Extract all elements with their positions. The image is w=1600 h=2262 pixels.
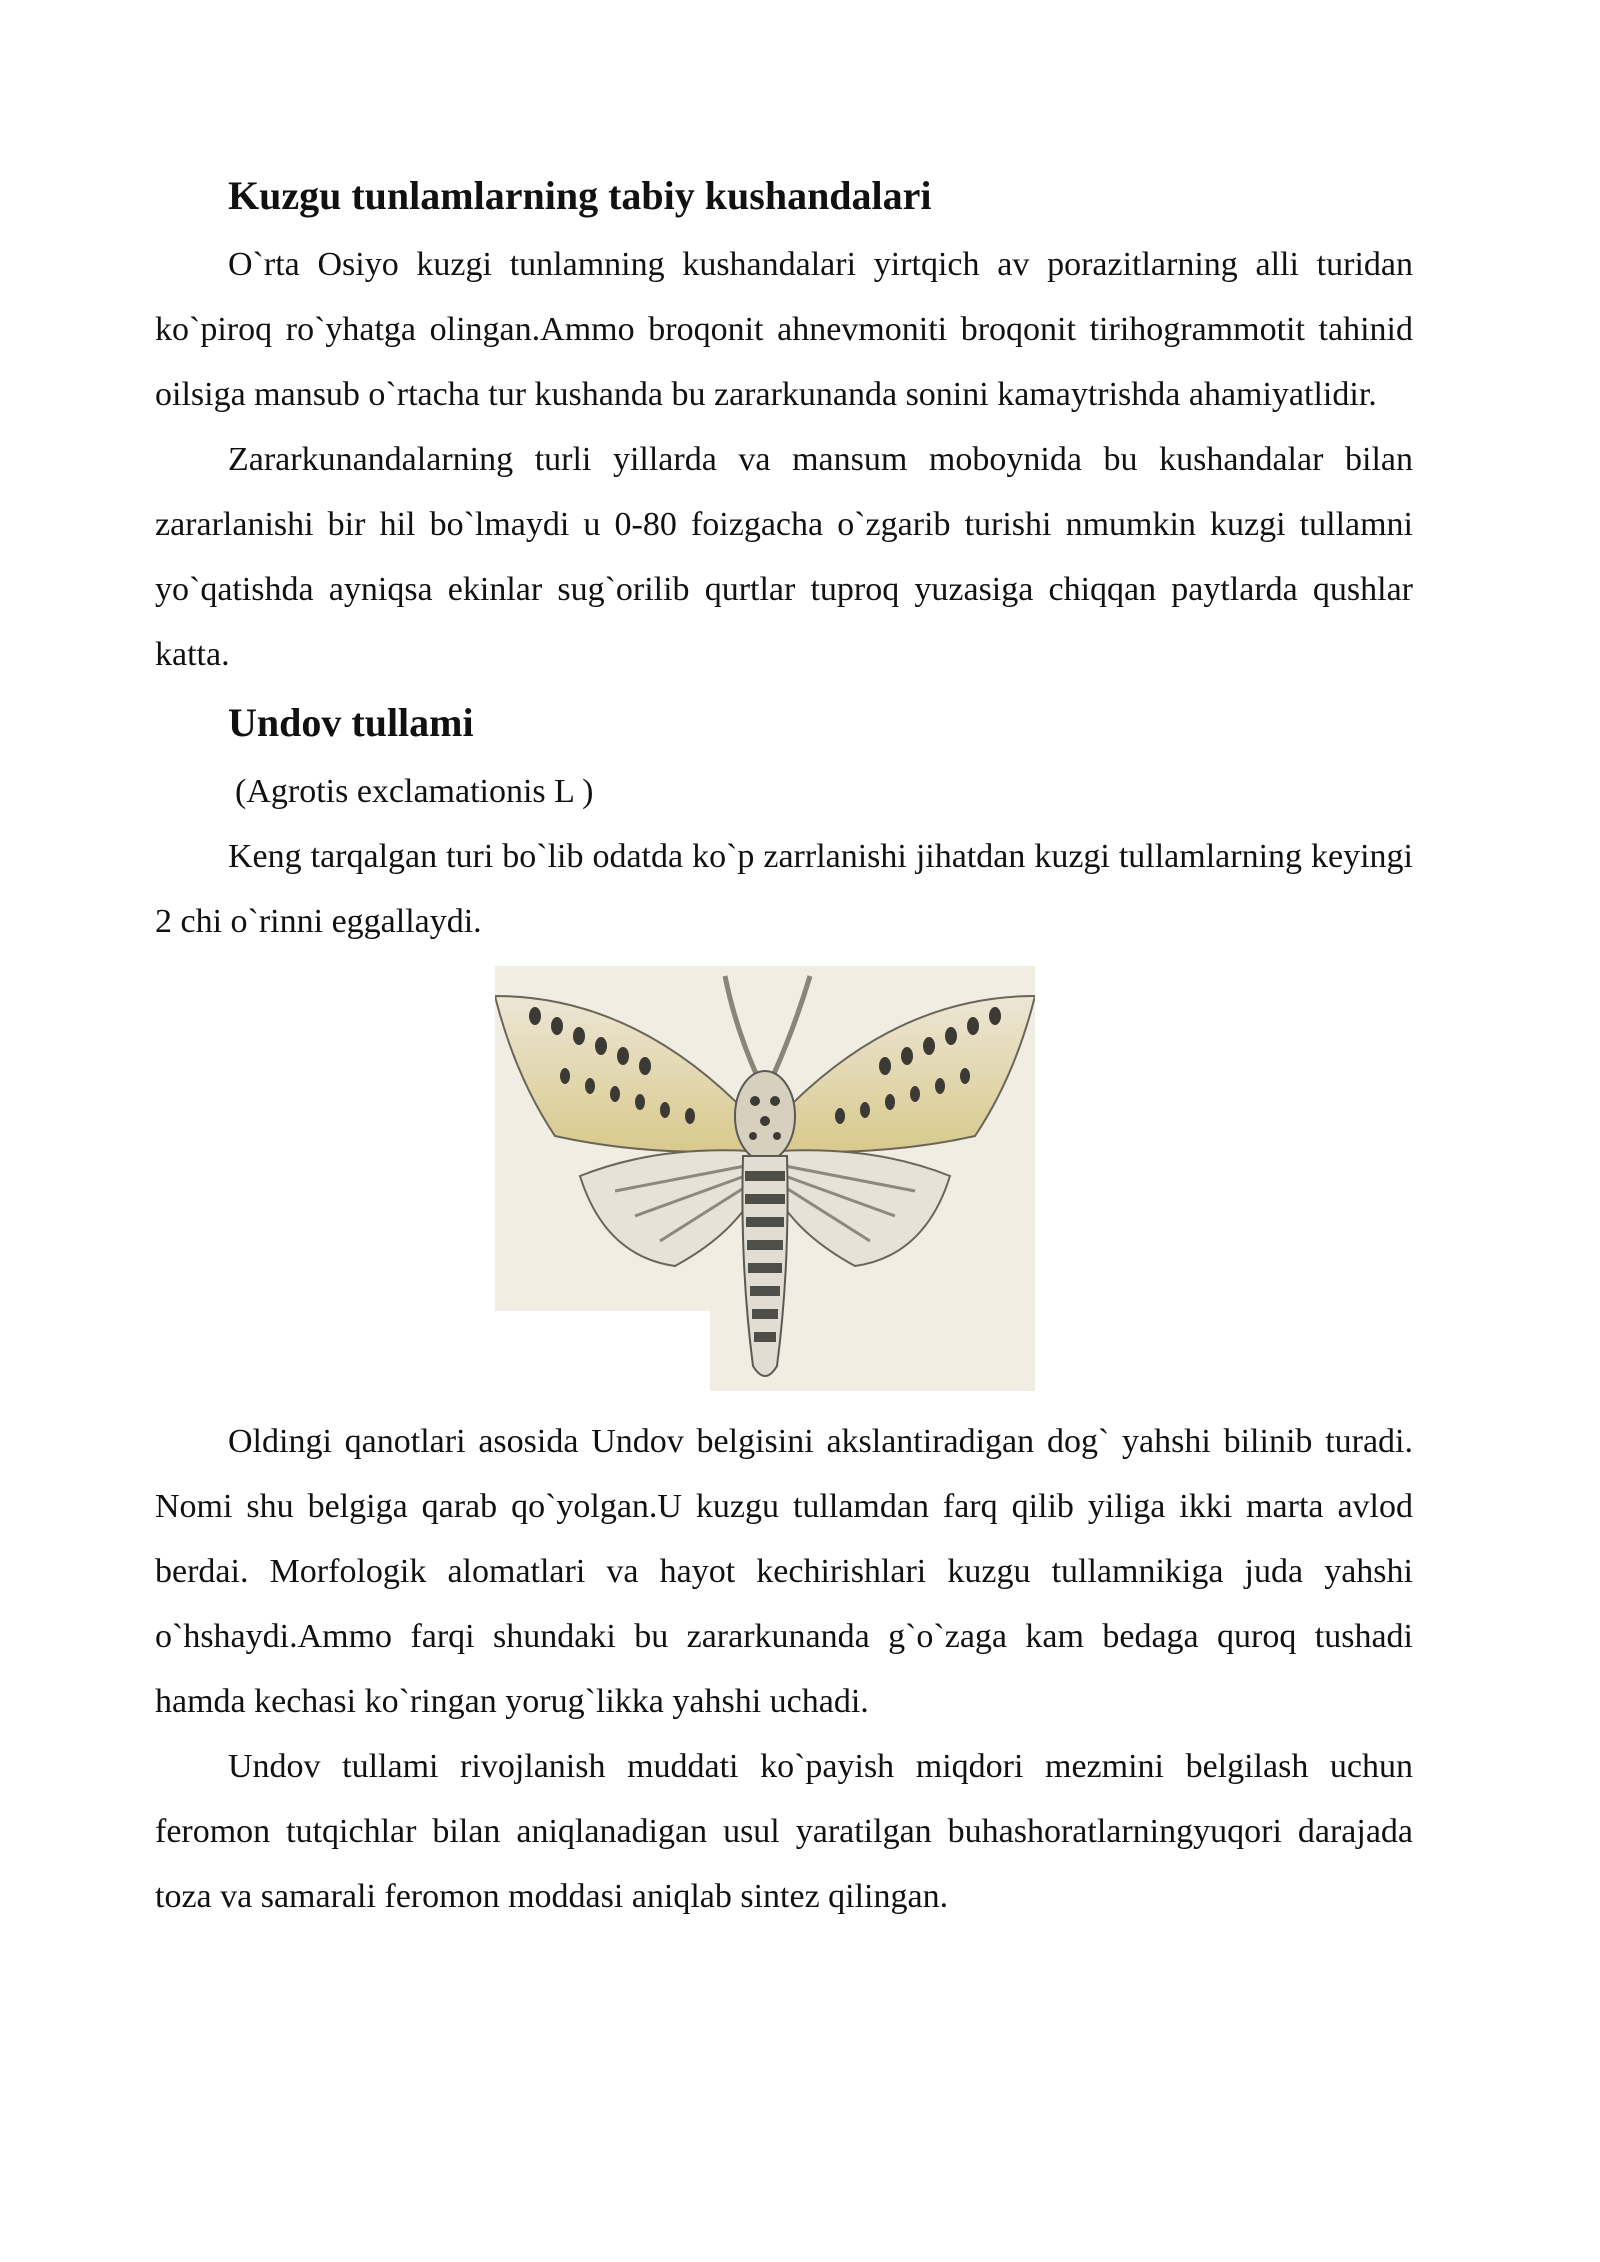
- document-content: [155, 160, 1413, 1929]
- paragraph-natural-enemies-1: O`rta Osiyo kuzgi tunlamning kushandalari yirtqich av porazitlarning alli turidan ko`piroq ro`yhatga olingan.Ammo broqonit ahnevmoniti broqonit tirihogrammotit tahinid oilsiga mansub o`rtacha tur kushanda bu zararkunanda sonini kamaytrishda ahamiyatlidir.: [155, 246, 1413, 413]
- scientific-name: (Agrotis exclamationis L ): [235, 773, 594, 810]
- paragraph-natural-enemies-2: Zararkunandalarning turli yillarda va mansum moboynida bu kushandalar bilan zararlanishi bir hil bo`lmaydi u 0-80 foizgacha o`zgarib turishi nmumkin kuzgi tullamni yo`qatishda ayniqsa ekinlar sug`orilib qurtlar tuproq yuzasiga chiqqan paytlarda qushlar katta.: [155, 441, 1413, 673]
- paragraph-undov-1: Keng tarqalgan turi bo`lib odatda ko`p zarrlanishi jihatdan kuzgi tullamlarning keyingi 2 chi o`rinni eggallaydi.: [155, 838, 1413, 940]
- section-title-undov-tullami: Undov tullami: [228, 700, 474, 745]
- paragraph-undov-2: Oldingi qanotlari asosida Undov belgisini akslantiradigan dog` yahshi bilinib turadi. Nomi shu belgiga qarab qo`yolgan.U kuzgu tullamdan farq qilib yiliga ikki marta avlod berdai. Morfologik alomatlari va hayot kechirishlari kuzgu tullamnikiga juda yahshi o`hshaydi.Ammo farqi shundaki bu zararkunanda g`o`zaga kam bedaga quroq tushadi hamda kechasi ko`ringan yorug`likka yahshi uchadi.: [155, 1423, 1413, 1720]
- section-title-natural-enemies: Kuzgu tunlamlarning tabiy kushandalari: [228, 173, 932, 218]
- moth-illustration-icon: [495, 966, 1035, 1391]
- paragraph-undov-3: Undov tullami rivojlanish muddati ko`payish miqdori mezmini belgilash uchun feromon tutqichlar bilan aniqlanadigan usul yaratilgan buhashoratlarningyuqori darajada toza va samarali feromon moddasi aniqlab sintez qilingan.: [155, 1748, 1413, 1915]
- moth-figure: [495, 966, 1035, 1391]
